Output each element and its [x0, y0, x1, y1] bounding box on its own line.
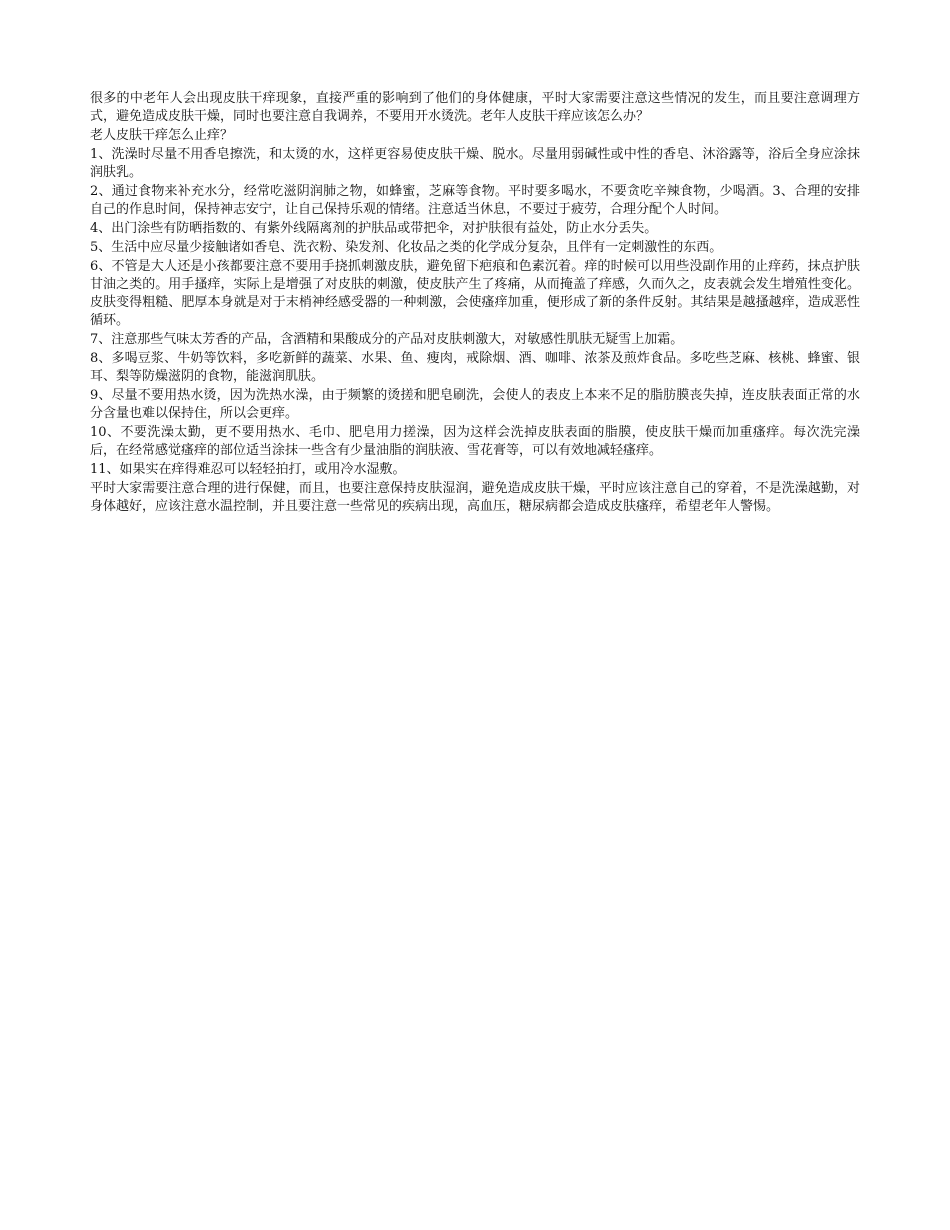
tip-7: 7、注意那些气味太芳香的产品，含酒精和果酸成分的产品对皮肤刺激大，对敏感性肌肤无疑雪上加霜。	[90, 332, 684, 347]
document-body	[90, 90, 860, 517]
tip-5: 5、生活中应尽量少接触诸如香皂、洗衣粉、染发剂、化妆品之类的化学成分复杂，且伴有一定刺激性的东西。	[90, 240, 723, 255]
intro-paragraph: 很多的中老年人会出现皮肤干痒现象，直接严重的影响到了他们的身体健康，平时大家需要注意这些情况的发生，而且要注意调理方式，避免造成皮肤干燥，同时也要注意自我调养，不要用开水烫洗。老年人皮肤干痒应该怎么办？	[90, 91, 860, 124]
tip-2-3: 2、通过食物来补充水分，经常吃滋阴润肺之物，如蜂蜜，芝麻等食物。平时要多喝水，不要贪吃辛辣食物，少喝酒。3、合理的安排自己的作息时间，保持神志安宁，让自己保持乐观的情绪。注意适当休息，不要过于疲劳，合理分配个人时间。	[90, 184, 860, 217]
tip-9: 9、尽量不要用热水烫，因为洗热水澡，由于频繁的烫搓和肥皂刷洗，会使人的表皮上本来不足的脂肪膜丧失掉，连皮肤表面正常的水分含量也难以保持住，所以会更痒。	[90, 388, 860, 421]
tip-6: 6、不管是大人还是小孩都要注意不要用手挠抓刺激皮肤，避免留下疤痕和色素沉着。痒的时候可以用些没副作用的止痒药，抹点护肤甘油之类的。用手搔痒，实际上是增强了对皮肤的刺激，使皮肤产生了疼痛，从而掩盖了痒感，久而久之，皮表就会发生增殖性变化。皮肤变得粗糙、肥厚本身就是对于末梢神经感受器的一种刺激，会使瘙痒加重，便形成了新的条件反射。其结果是越搔越痒，造成恶性循环。	[90, 259, 860, 328]
tip-1: 1、洗澡时尽量不用香皂擦洗，和太烫的水，这样更容易使皮肤干燥、脱水。尽量用弱碱性或中性的香皂、沐浴露等，浴后全身应涂抹润肤乳。	[90, 147, 860, 180]
tip-10: 10、不要洗澡太勤，更不要用热水、毛巾、肥皂用力搓澡，因为这样会洗掉皮肤表面的脂膜，使皮肤干燥而加重瘙痒。每次洗完澡后，在经常感觉瘙痒的部位适当涂抹一些含有少量油脂的润肤液、雪花膏等，可以有效地减轻瘙痒。	[90, 425, 860, 458]
section-question: 老人皮肤干痒怎么止痒？	[90, 128, 234, 143]
closing-paragraph: 平时大家需要注意合理的进行保健，而且，也要注意保持皮肤湿润，避免造成皮肤干燥，平时应该注意自己的穿着，不是洗澡越勤，对身体越好，应该注意水温控制，并且要注意一些常见的疾病出现，高血压，糖尿病都会造成皮肤瘙痒，希望老年人警惕。	[90, 481, 860, 514]
tip-11: 11、如果实在痒得难忍可以轻轻拍打，或用冷水湿敷。	[90, 462, 406, 477]
tip-4: 4、出门涂些有防晒指数的、有紫外线隔离剂的护肤品或带把伞，对护肤很有益处，防止水分丢失。	[90, 221, 658, 236]
tip-8: 8、多喝豆浆、牛奶等饮料，多吃新鲜的蔬菜、水果、鱼、瘦肉，戒除烟、酒、咖啡、浓茶及煎炸食品。多吃些芝麻、核桃、蜂蜜、银耳、梨等防燥滋阴的食物，能滋润肌肤。	[90, 351, 860, 384]
